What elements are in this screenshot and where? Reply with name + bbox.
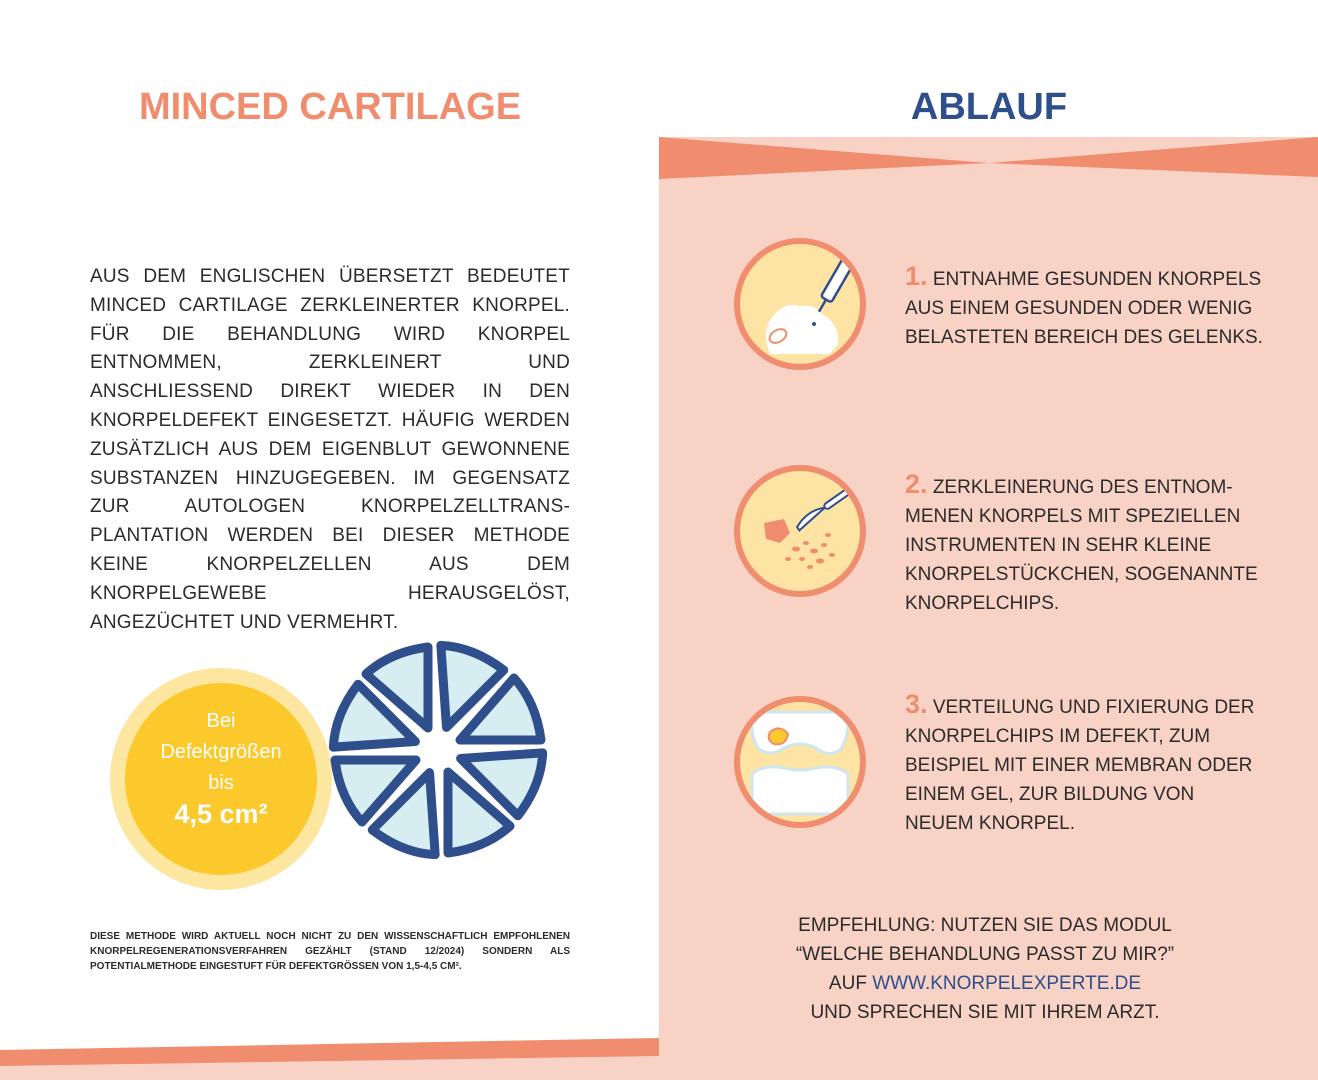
page-title-minced-cartilage: MINCED CARTILAGE xyxy=(138,86,522,128)
badge-line-3: bis xyxy=(208,772,234,794)
step-3-text xyxy=(905,690,1265,838)
step-1-number: 1. xyxy=(905,261,928,291)
scalpel-chips-icon xyxy=(740,471,860,591)
step-1-description: ENTNAHME GESUNDEN KNORPELS AUS EINEM GESUNDEN ODER WENIG BELASTETEN BEREICH DES GELENKS. xyxy=(905,269,1263,348)
recommendation-block xyxy=(760,911,1210,1027)
step-2-description: ZERKLEINERUNG DES ENTNOM- MENEN KNORPELS MIT SPEZIELLEN INSTRUMENTEN IN SEHR KLEINE KNORPELSTÜCKCHEN, SOGENANNTE KNORPELCHIPS. xyxy=(905,477,1258,614)
section-title-ablauf: ABLAUF xyxy=(910,86,1068,128)
knee-joint-icon xyxy=(740,702,860,822)
step-2-number: 2. xyxy=(905,469,928,499)
footnote: DIESE METHODE WIRD AKTUELL NOCH NICHT ZU DEN WISSENSCHAFTLICH EMPFOHLENEN KNORPELREGENERATIONSVERFAHREN GEZÄHLT (STAND 12/2024) SONDERN ALS POTENTIALMETHODE EINGESTUFT FÜR DEFEKTGRÖSSEN VON 1,5-4,5 CM². xyxy=(90,931,570,972)
recommendation-line-1: EMPFEHLUNG: NUTZEN SIE DAS MODUL xyxy=(798,915,1172,936)
step-1-illustration xyxy=(734,238,866,370)
syringe-knee-icon xyxy=(740,244,860,364)
badge-text xyxy=(125,706,317,830)
badge-line-1: Bei xyxy=(206,710,236,732)
recommendation-line-2: “WELCHE BEHANDLUNG PASST ZU MIR?” xyxy=(795,944,1175,965)
step-3-number: 3. xyxy=(905,689,928,719)
recommendation-prefix: AUF xyxy=(828,973,873,994)
step-3-illustration xyxy=(734,696,866,828)
segmented-disc-icon xyxy=(318,625,558,875)
step-3-description: VERTEILUNG UND FIXIERUNG DER KNORPELCHIPS IM DEFEKT, ZUM BEISPIEL MIT EINER MEMBRAN ODER EINEM GEL, ZUR BILDUNG VON NEUEM KNORPEL. xyxy=(905,697,1255,834)
step-1-text xyxy=(905,262,1265,352)
step-2-illustration xyxy=(734,465,866,597)
badge-line-2: Defektgrößen xyxy=(160,741,282,763)
recommendation-line-4: UND SPRECHEN SIE MIT IHREM ARZT. xyxy=(810,1002,1160,1023)
step-2-text xyxy=(905,470,1265,618)
bottom-band-decoration xyxy=(0,1018,660,1080)
website-link[interactable]: WWW.KNORPELEXPERTE.DE xyxy=(872,973,1142,994)
panel-top-ribbon xyxy=(659,137,1318,180)
badge-value: 4,5 cm² xyxy=(174,799,268,829)
intro-paragraph: AUS DEM ENGLISCHEN ÜBERSETZT BEDEUTET MINCED CARTILAGE ZERKLEINERTER KNORPEL. FÜR DIE BEHANDLUNG WIRD KNORPEL ENTNOMMEN, ZERKLEINERT UND ANSCHLIESSEND DIREKT WIEDER IN DEN KNORPELDEFEKT EINGESETZT. HÄUFIG WERDEN ZUSÄTZLICH AUS DEM EIGENBLUT GEWONNENE SUBSTANZEN HINZUGEGEBEN. IM GEGENSATZ ZUR AUTOLOGEN KNORPELZELLTRANS- PLANTATION WERDEN BEI DIESER METHODE KEINE KNORPELZELLEN AUS DEM KNORPELGEWEBE HERAUSGELÖST, ANGEZÜCHTET UND VERMEHRT. xyxy=(90,266,570,633)
recommendation-line-3 xyxy=(760,969,1210,998)
